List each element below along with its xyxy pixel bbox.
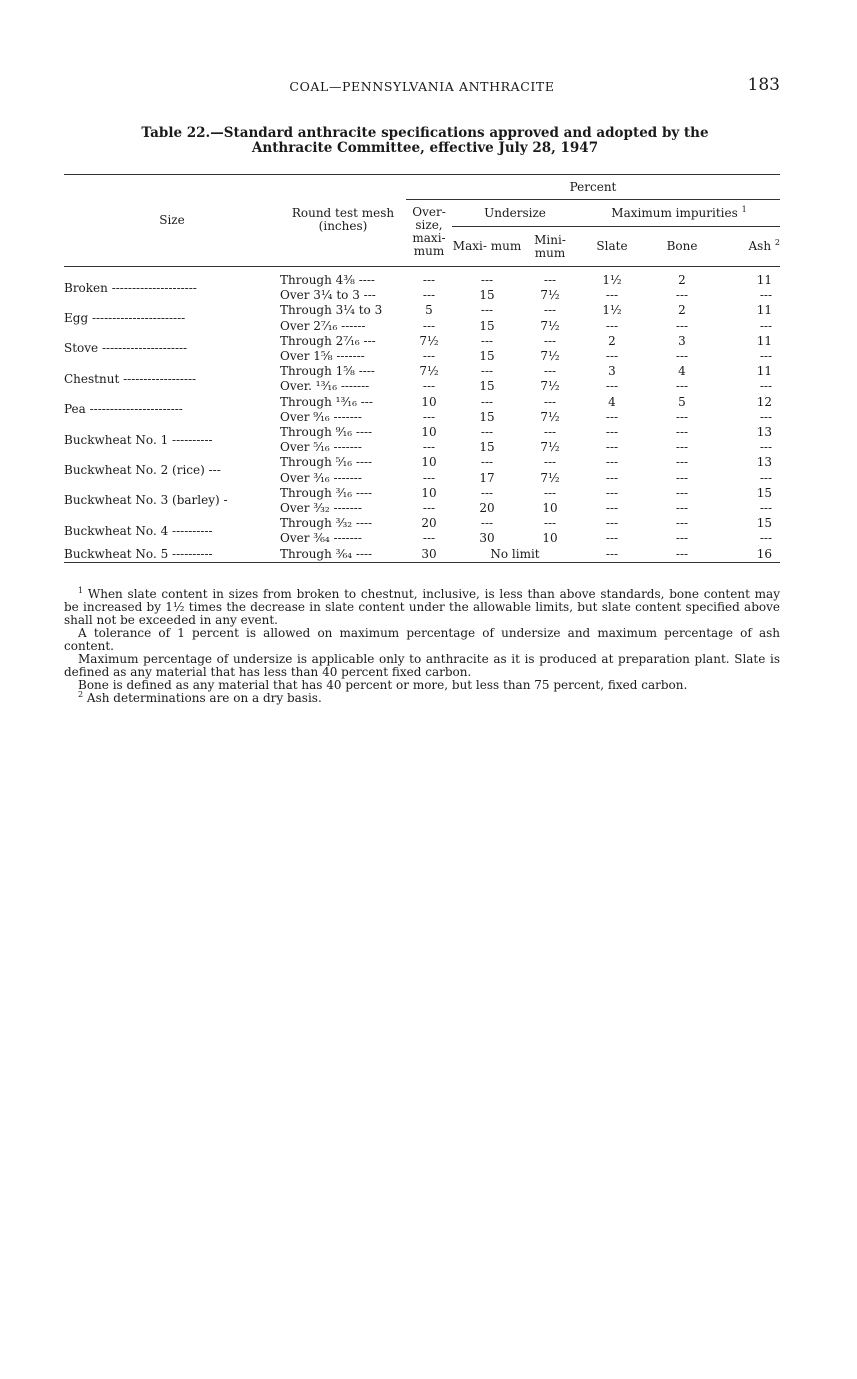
footnote-tolerance: A tolerance of 1 percent is allowed on maximum percentage of undersize and maximum percentage of ash content. [64,626,780,653]
table-row-buckwheat-5 [64,547,780,563]
table-row [64,303,780,318]
row-ash: 13 [756,425,772,440]
row-bone: --- [675,425,689,440]
row-slate-lower: --- [605,409,619,424]
header-under-min: Mini- mum [522,227,578,267]
row-oversize-lower: --- [422,318,436,333]
row-ash-lower: --- [759,288,772,303]
row-under-max: --- [480,425,494,440]
row-bone: --- [675,455,689,470]
footnote-2-mark: 2 [78,690,84,699]
row-oversize: --- [422,273,436,287]
row-bone-lower: --- [675,349,689,364]
row-over: Over ³⁄₆₄ ------- [280,531,362,546]
running-title: COAL—PENNSYLVANIA ANTHRACITE [289,79,555,94]
header-undersize: Undersize [452,200,578,227]
footnote-1: $^1$ When slate content in sizes from broken to chestnut, inclusive, is less than above standards, bone content may be increased by 1½ times the decrease in slate content under the allowable limits, but slate content specified above shall not be exceeded in any event. [64,586,780,627]
row-ash: 15 [756,485,772,500]
row-ash: 11 [756,303,772,318]
row-under-max-lower: 15 [479,409,495,424]
row-ash: 11 [756,333,772,348]
row-bone-lower: --- [675,501,689,516]
row-through: Through ³⁄₆₄ ---- [280,547,406,563]
row-bone-lower: --- [675,379,689,394]
row-under-min: --- [543,273,557,287]
row-size: Chestnut ------------------ [64,371,197,386]
row-oversize-lower: --- [422,470,436,485]
table-row [64,486,780,501]
caption-line-1: Table 22.—Standard anthracite specifications approved and adopted by the [141,125,709,141]
row-under-max-lower: 15 [479,379,495,394]
row-size: Stove --------------------- [64,341,188,356]
row-oversize: 5 [425,303,433,318]
row-oversize: 10 [421,455,437,470]
row-size: Pea ----------------------- [64,402,183,417]
caption-line-2: Anthracite Committee, effective July 28, 1947 [251,140,599,156]
row-undersize: No limit [452,547,578,563]
row-ash-lower: --- [759,409,772,424]
header-bone: Bone [646,227,718,267]
row-oversize-lower: --- [422,409,436,424]
row-under-min: --- [543,516,557,531]
row-bone: --- [675,516,689,531]
row-under-min: --- [543,333,557,348]
row-through: Through ¹³⁄₁₆ --- [280,394,373,409]
row-under-max-lower: 17 [479,470,495,485]
table-caption [120,126,730,156]
table-row [64,455,780,470]
row-slate-lower: --- [605,349,619,364]
row-oversize: 20 [421,516,437,531]
row-oversize-lower: --- [422,379,436,394]
row-under-min: --- [543,425,557,440]
row-ash-lower: --- [759,440,772,455]
row-through: Through 2⁷⁄₁₆ --- [280,333,376,348]
row-under-max: --- [480,303,494,318]
footnote-2: $^2$ Ash determinations are on a dry basis. [78,690,322,705]
row-under-min-lower: 10 [542,531,558,546]
row-bone-lower: --- [675,318,689,333]
row-size: Egg ----------------------- [64,311,186,325]
row-slate: 2 [608,333,616,348]
row-over: Over ⁹⁄₁₆ ------- [280,409,362,424]
row-slate: --- [605,516,619,531]
row-under-max: --- [480,273,494,287]
row-under-max: --- [480,485,494,500]
row-ash-lower: --- [759,531,772,546]
row-oversize: 30 [406,547,452,563]
row-under-min: --- [543,455,557,470]
row-oversize-lower: --- [422,349,436,364]
header-percent: Percent [406,175,780,200]
row-through: Through ³⁄₁₆ ---- [280,485,373,500]
row-over: Over ³⁄₁₆ ------- [280,470,362,485]
row-oversize: 7½ [419,364,439,379]
row-oversize-lower: --- [422,531,436,546]
row-bone-lower: --- [675,470,689,485]
footnotes [64,588,780,705]
row-under-max-lower: 20 [479,501,495,516]
row-under-max-lower: 15 [479,288,495,303]
row-ash: 16 [718,547,780,563]
row-under-max: --- [480,394,494,409]
footnote-ref-2: 2 [774,238,780,247]
row-oversize: 10 [421,425,437,440]
header-oversize: Over- size, maxi- mum [406,200,452,267]
row-over: Over 2⁷⁄₁₆ ------ [280,318,366,333]
row-size: Buckwheat No. 3 (barley) - [64,493,228,508]
row-through: Through ⁵⁄₁₆ ---- [280,455,373,470]
row-bone-lower: --- [675,288,689,303]
row-under-max-lower: 30 [479,531,495,546]
row-slate: --- [605,455,619,470]
row-oversize-lower: --- [422,440,436,455]
row-oversize: 10 [421,485,437,500]
row-slate: --- [578,547,646,563]
row-bone: --- [675,485,689,500]
row-slate-lower: --- [605,379,619,394]
row-slate-lower: --- [605,531,619,546]
row-oversize-lower: --- [422,501,436,516]
row-size: Buckwheat No. 4 ---------- [64,523,213,538]
row-bone: --- [646,547,718,563]
row-size: Buckwheat No. 2 (rice) --- [64,463,221,478]
row-under-min-lower: 7½ [540,349,560,364]
page-number: 183 [747,75,780,95]
header-ash: Ash $^2$ [718,227,780,267]
row-oversize: 10 [421,394,437,409]
row-ash-lower: --- [759,470,772,485]
row-under-max-lower: 15 [479,349,495,364]
row-under-max-lower: 15 [479,440,495,455]
row-over: Over 1⅝ ------- [280,349,365,364]
row-size: Buckwheat No. 1 ---------- [64,432,213,447]
row-slate: 1½ [602,273,622,287]
row-size: Broken --------------------- [64,280,197,295]
footnote-1-mark: 1 [78,586,84,595]
row-over: Over ³⁄₃₂ ------- [280,501,362,516]
row-under-min: --- [543,485,557,500]
row-under-min-lower: 7½ [540,288,560,303]
row-under-max: --- [480,364,494,379]
row-ash-lower: --- [759,501,772,516]
row-slate: --- [605,425,619,440]
row-slate-lower: --- [605,318,619,333]
row-slate-lower: --- [605,440,619,455]
header-size: Size [64,175,280,267]
row-over: Over. ¹³⁄₁₆ ------- [280,379,370,394]
row-through: Through ⁹⁄₁₆ ---- [280,425,373,440]
row-under-min-lower: 7½ [540,409,560,424]
row-over: Over ⁵⁄₁₆ ------- [280,440,362,455]
row-bone: 5 [678,394,686,409]
row-slate-lower: --- [605,288,619,303]
header-max-impurities: Maximum impurities $^1$ [578,200,780,227]
row-under-min-lower: 7½ [540,379,560,394]
row-oversize: 7½ [419,333,439,348]
row-slate-lower: --- [605,501,619,516]
row-bone: 2 [678,273,686,287]
row-over: Over 3¼ to 3 --- [280,288,376,303]
table-row [64,395,780,410]
row-under-min: --- [543,303,557,318]
row-ash-lower: --- [759,349,772,364]
row-under-min-lower: 10 [542,501,558,516]
footnote-bone: Bone is defined as any material that has 40 percent or more, but less than 75 percent, fixed carbon. [78,678,688,692]
footnote-ref-1: 1 [741,204,747,214]
header-under-max: Maxi- mum [452,227,522,267]
row-under-max: --- [480,516,494,531]
row-under-min: --- [543,394,557,409]
header-slate: Slate [578,227,646,267]
row-bone-lower: --- [675,440,689,455]
row-size: Buckwheat No. 5 ---------- [64,547,280,563]
row-ash: 11 [756,273,772,287]
table-body [64,267,780,563]
row-ash-lower: --- [759,379,772,394]
row-ash: 12 [756,394,772,409]
row-ash-lower: --- [759,318,772,333]
row-ash: 11 [756,364,772,379]
row-ash: 15 [756,516,772,531]
table-row [64,334,780,349]
row-through: Through ³⁄₃₂ ---- [280,516,373,531]
table-row [64,267,780,289]
table-row [64,516,780,531]
row-under-min-lower: 7½ [540,470,560,485]
row-bone-lower: --- [675,409,689,424]
row-under-max-lower: 15 [479,318,495,333]
row-slate-lower: --- [605,470,619,485]
row-slate: --- [605,485,619,500]
row-through: Through 4⅜ ---- [280,273,375,287]
row-ash: 13 [756,455,772,470]
row-through: Through 1⅝ ---- [280,364,375,379]
row-bone-lower: --- [675,531,689,546]
row-through: Through 3¼ to 3 [280,303,383,318]
row-under-max: --- [480,455,494,470]
table-row [64,364,780,379]
row-bone: 3 [678,333,686,348]
row-slate: 1½ [602,303,622,318]
row-bone: 2 [678,303,686,318]
footnote-undersize: Maximum percentage of undersize is applicable only to anthracite as it is produced at preparation plant. Slate is defined as any material that has less than 40 percent fixed carbon. [64,652,780,679]
row-under-min-lower: 7½ [540,318,560,333]
row-oversize-lower: --- [422,288,436,303]
header-mesh: Round test mesh (inches) [280,175,406,267]
table-row [64,425,780,440]
specifications-table [64,174,780,563]
row-under-min: --- [543,364,557,379]
row-under-min-lower: 7½ [540,440,560,455]
row-slate: 3 [608,364,616,379]
row-under-max: --- [480,333,494,348]
running-head [64,75,780,99]
row-slate: 4 [608,394,616,409]
row-bone: 4 [678,364,686,379]
